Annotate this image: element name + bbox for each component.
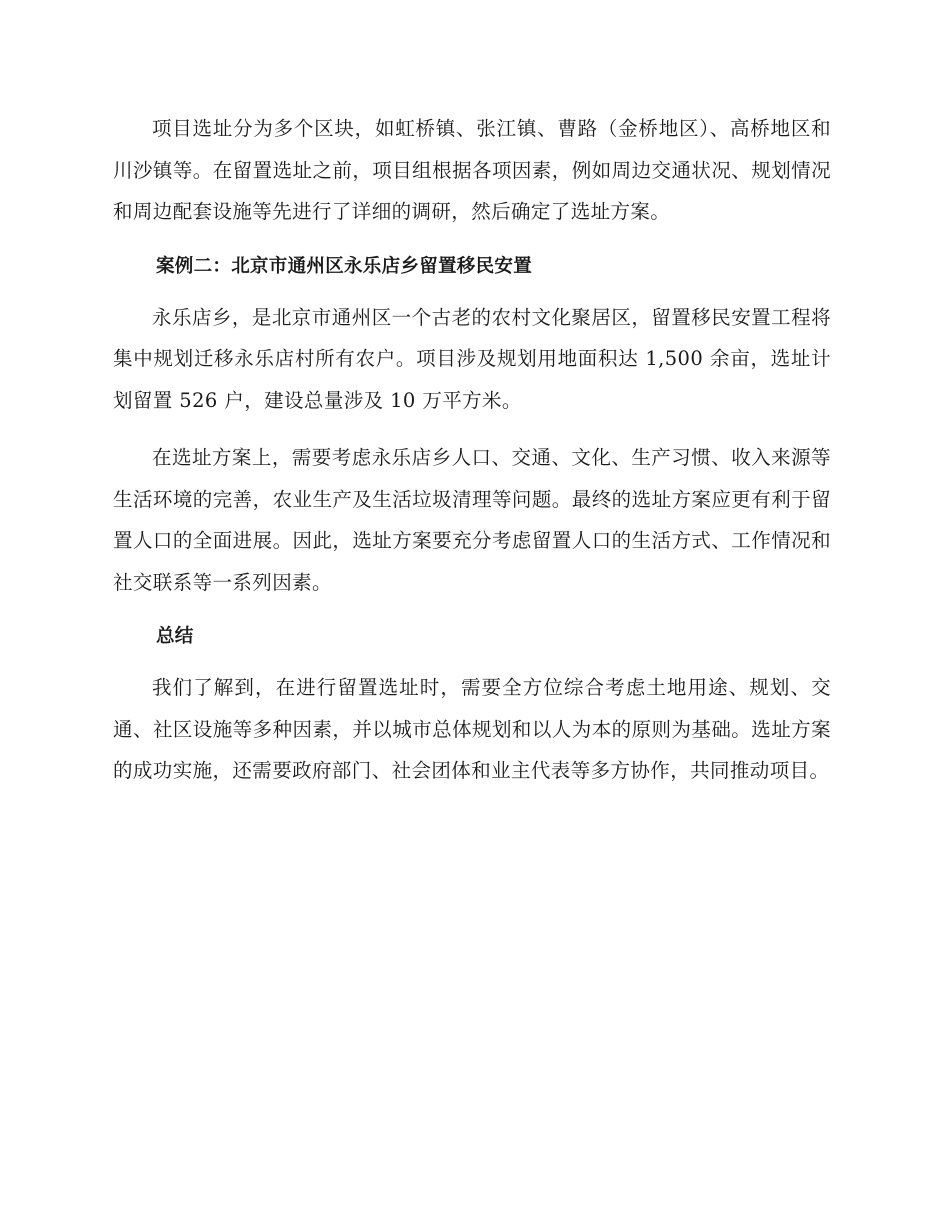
paragraph-summary: 我们了解到，在进行留置选址时，需要全方位综合考虑土地用途、规划、交通、社区设施等多种因素，并以城市总体规划和以人为本的原则为基础。选址方案的成功实施，还需要政府部门、社会团体和业主代表等多方协作，共同推动项目。 bbox=[113, 676, 831, 782]
paragraph-yongledian-considerations: 在选址方案上，需要考虑永乐店乡人口、交通、文化、生产习惯、收入来源等生活环境的完善，农业生产及生活垃圾清理等问题。最终的选址方案应更有利于留置人口的全面进展。因此，选址方案要充分考虑留置人口的生活方式、工作情况和社交联系等一系列因素。 bbox=[113, 446, 831, 594]
heading-case-two: 案例二：北京市通州区永乐店乡留置移民安置 bbox=[156, 255, 533, 277]
document-body bbox=[113, 108, 831, 808]
heading-summary: 总结 bbox=[156, 626, 194, 647]
paragraph-site-selection-blocks: 项目选址分为多个区块，如虹桥镇、张江镇、曹路（金桥地区）、高桥地区和川沙镇等。在留置选址之前，项目组根据各项因素，例如周边交通状况、规划情况和周边配套设施等先进行了详细的调研，然后确定了选址方案。 bbox=[113, 117, 831, 223]
paragraph-yongledian-intro: 永乐店乡，是北京市通州区一个古老的农村文化聚居区，留置移民安置工程将集中规划迁移永乐店村所有农户。项目涉及规划用地面积达 1,500 余亩，选址计划留置 526 户，建设总量涉及 10 万平方米。 bbox=[113, 305, 831, 412]
